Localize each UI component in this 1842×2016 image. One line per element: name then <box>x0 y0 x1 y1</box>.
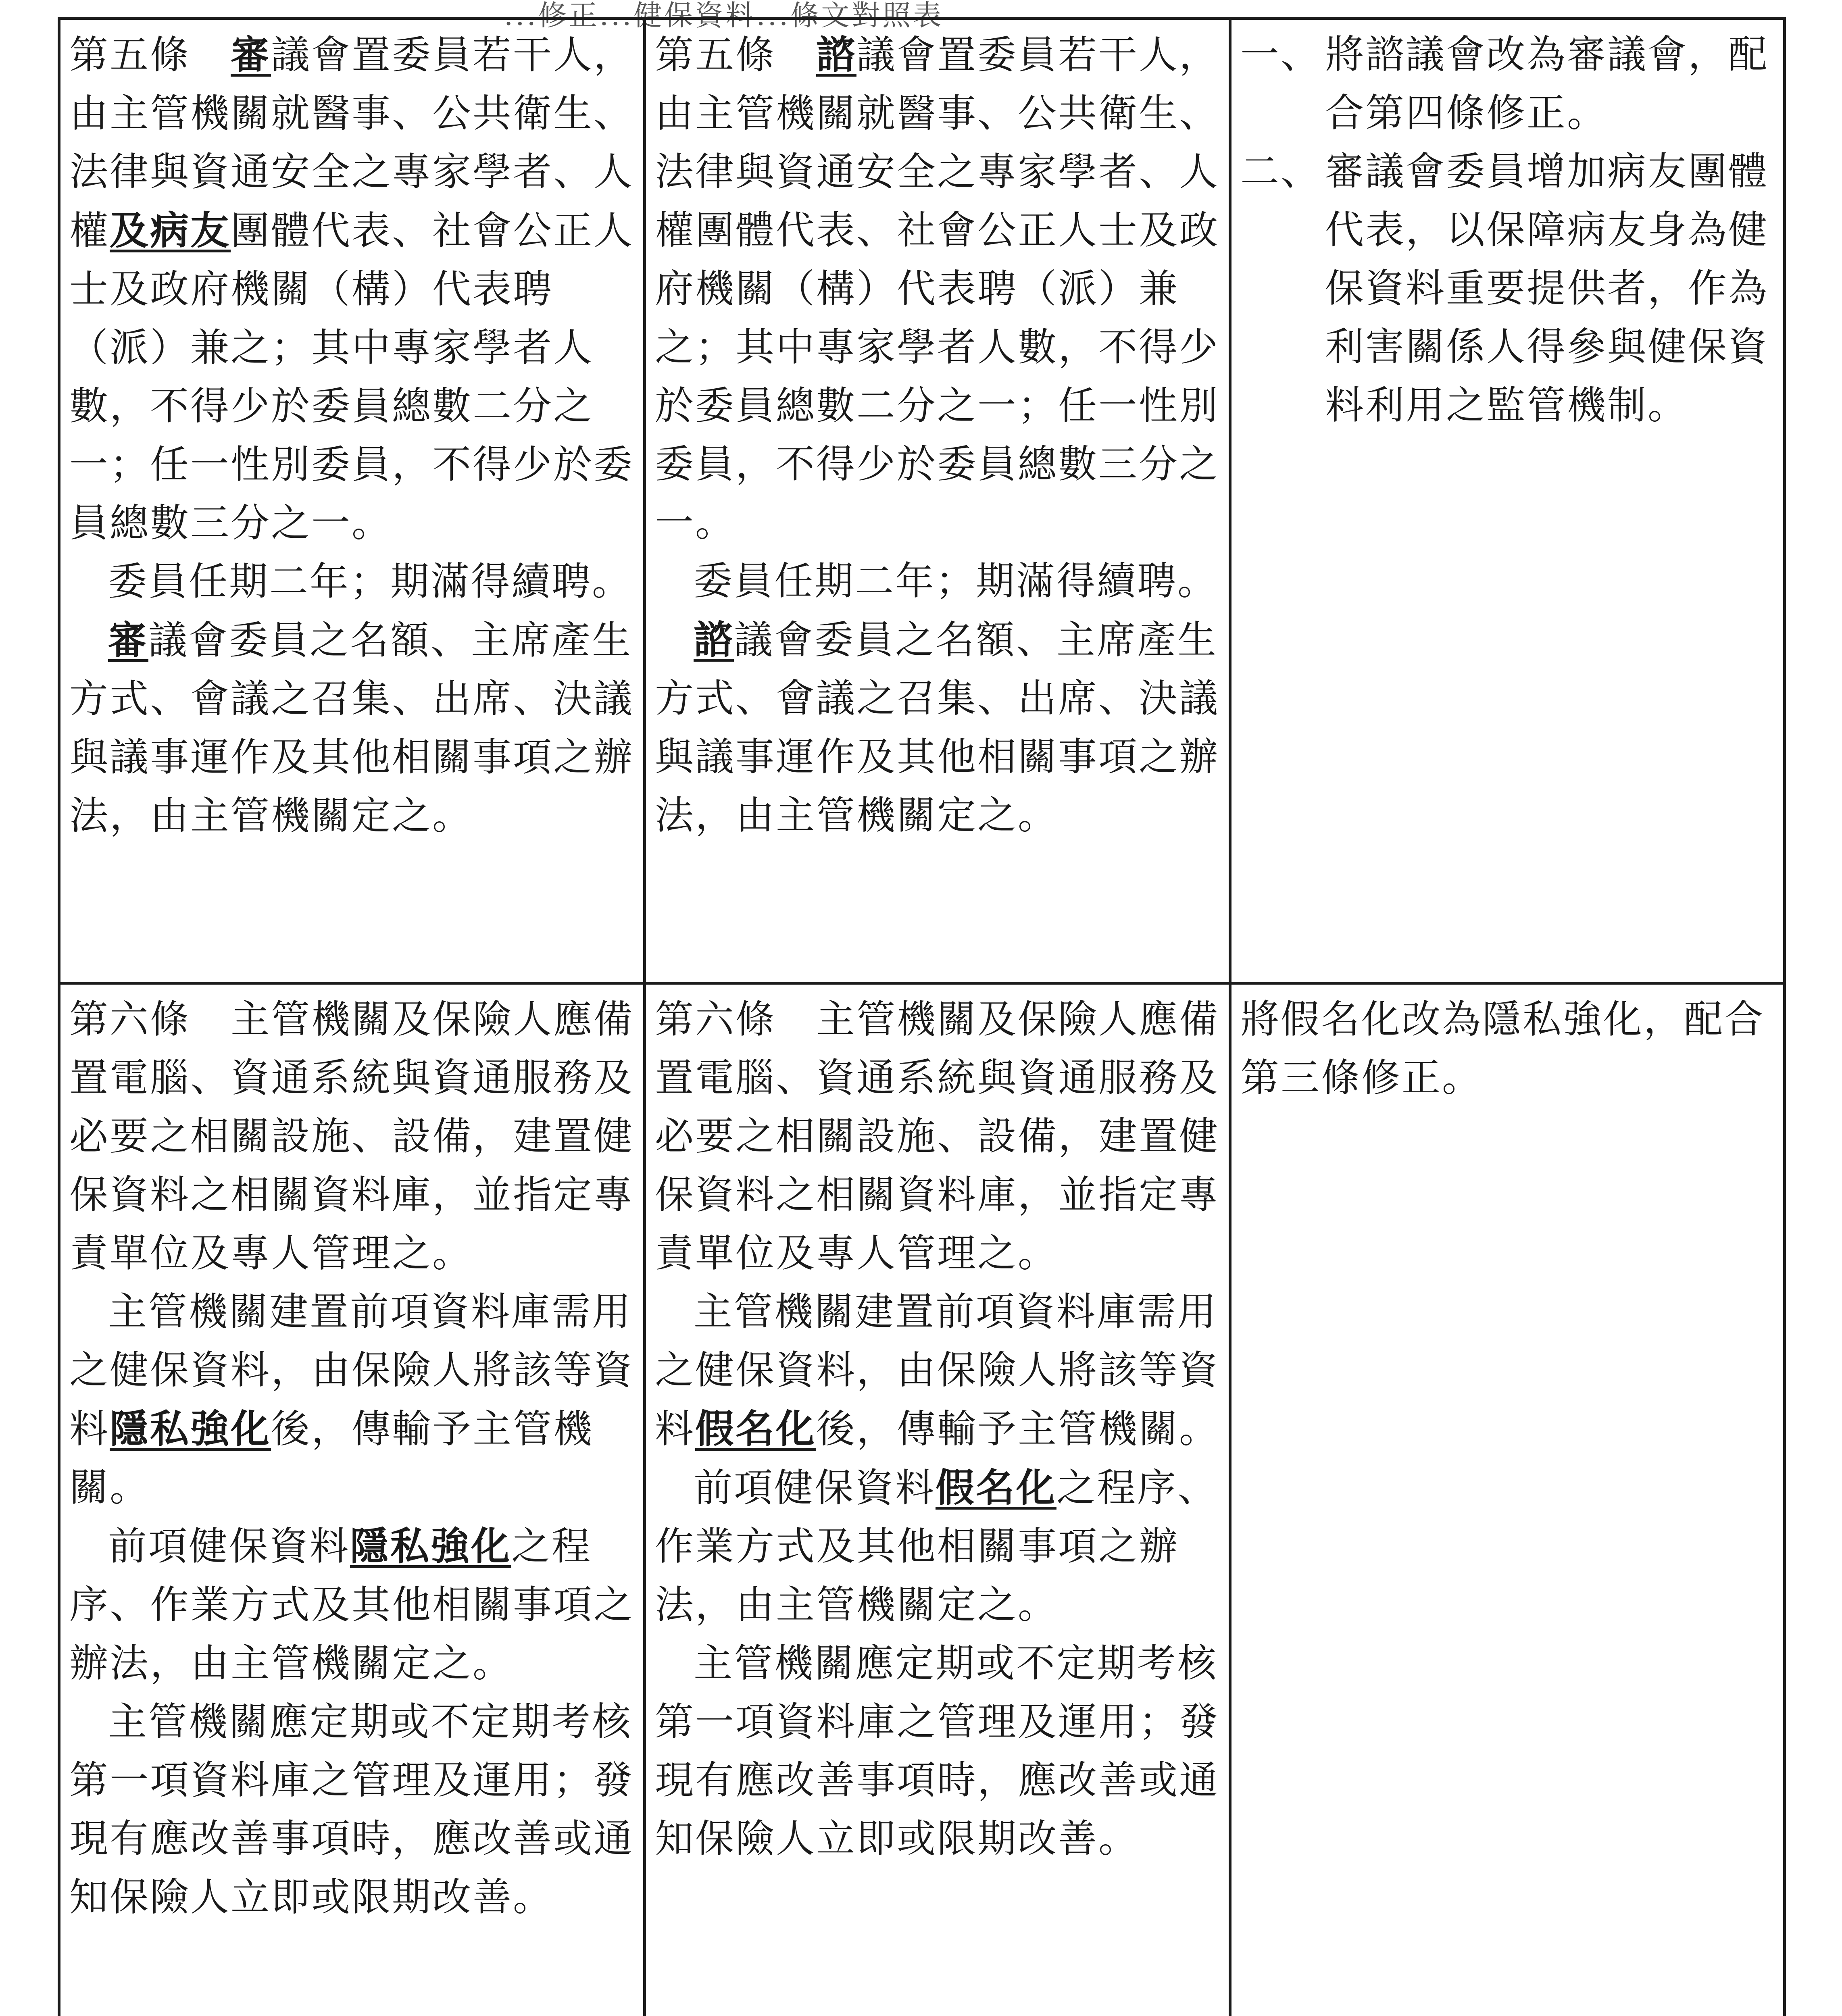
article-text: 議會委員之名額、主席產生方式、會議之召集、出席、決議與議事運作及其他相關事項之辦法，由主管機關定之。 <box>655 617 1219 838</box>
amended-term-highlight: 諮 <box>816 32 856 77</box>
current-article-cell <box>645 983 1230 2016</box>
article-paragraph <box>655 552 1220 610</box>
comparison-table <box>58 17 1786 2016</box>
article-paragraph <box>655 1634 1220 1868</box>
amended-term-highlight: 審 <box>231 32 271 77</box>
article-text: 主管機關建置前項資料庫需用之健保資料，由保險人將該等資料 <box>655 1289 1219 1452</box>
amended-term-highlight: 及病友 <box>110 208 231 253</box>
article-paragraph <box>655 1283 1220 1458</box>
article-text: 團體代表、社會公正人士及政府機關（構）代表聘（派）兼之；其中專家學者人數，不得少於委員總數二分之一；任一性別委員，不得少於委員總數三分之一。 <box>69 208 634 546</box>
article-paragraph <box>69 1517 634 1693</box>
article-paragraph <box>69 552 634 611</box>
article-text: 議會置委員若干人，由主管機關就醫事、公共衛生、法律與資通安全之專家學者、人權 <box>69 32 634 253</box>
article-paragraph <box>655 25 1220 552</box>
article-text: 之程序、作業方式及其他相關事項之辦法，由主管機關定之。 <box>69 1524 634 1686</box>
article-text: 後，傳輸予主管機關。 <box>69 1406 594 1510</box>
article-paragraph <box>69 1693 634 1926</box>
amended-article-cell <box>59 19 645 983</box>
explanation-item <box>1240 990 1774 1107</box>
article-paragraph <box>655 1458 1220 1634</box>
list-marker: 二、 <box>1240 149 1321 194</box>
article-text: 第六條 主管機關及保險人應備置電腦、資通系統與資通服務及必要之相關設施、設備，建置健保資料之相關資料庫，並指定專責單位及專人管理之。 <box>655 997 1219 1276</box>
explanation-cell <box>1230 983 1785 2016</box>
article-text: 後，傳輸予主管機關。 <box>816 1406 1219 1452</box>
amended-article-cell <box>59 983 645 2016</box>
article-text: 之程序、作業方式及其他相關事項之辦法，由主管機關定之。 <box>655 1465 1218 1627</box>
explanation-item <box>1240 142 1774 435</box>
article-text: 主管機關應定期或不定期考核第一項資料庫之管理及運用；發現有應改善事項時，應改善或通知保險人立即或限期改善。 <box>69 1699 634 1920</box>
explanation-text: 審議會委員增加病友團體代表，以保障病友身為健保資料重要提供者，作為利害關係人得參與健保資料利用之監管機制。 <box>1325 149 1769 428</box>
article-text: 委員任期二年；期滿得續聘。 <box>108 559 632 604</box>
article-text: 議會委員之名額、主席產生方式、會議之召集、出席、決議與議事運作及其他相關事項之辦法，由主管機關定之。 <box>69 618 634 838</box>
table-row <box>59 983 1785 2016</box>
article-text: 第五條 <box>655 32 816 77</box>
article-text: 委員任期二年；期滿得續聘。 <box>694 558 1218 604</box>
amended-term-highlight: 假名化 <box>936 1465 1056 1510</box>
amended-term-highlight: 審 <box>108 617 148 663</box>
explanation-cell <box>1230 19 1785 983</box>
table-row <box>59 19 1785 983</box>
current-article-cell <box>645 19 1230 983</box>
article-text: 前項健保資料 <box>108 1524 350 1569</box>
article-text: 前項健保資料 <box>694 1465 936 1510</box>
article-paragraph <box>655 610 1220 845</box>
explanation-text: 將諮議會改為審議會，配合第四條修正。 <box>1325 32 1769 135</box>
amended-term-highlight: 諮 <box>694 617 734 662</box>
article-text: 第六條 主管機關及保險人應備置電腦、資通系統與資通服務及必要之相關設施、設備，建置健保資料之相關資料庫，並指定專責單位及專人管理之。 <box>69 997 634 1276</box>
article-paragraph <box>69 1283 634 1517</box>
article-text: 議會置委員若干人，由主管機關就醫事、公共衛生、法律與資通安全之專家學者、人權團體代表、社會公正人士及政府機關（構）代表聘（派）兼之；其中專家學者人數，不得少於委員總數二分之一；任一性別委員，不得少於委員總數三分之一。 <box>655 32 1219 545</box>
article-paragraph <box>655 990 1220 1283</box>
article-text: 主管機關建置前項資料庫需用之健保資料，由保險人將該等資料 <box>69 1289 634 1452</box>
article-paragraph <box>69 990 634 1283</box>
article-text: 第五條 <box>69 32 231 77</box>
explanation-item <box>1240 25 1774 142</box>
amended-term-highlight: 隱私強化 <box>110 1406 271 1452</box>
page-header-text: ...修正...健保資料...條文對照表 <box>504 0 944 32</box>
amended-term-highlight: 假名化 <box>695 1406 816 1452</box>
explanation-text: 將假名化改為隱私強化，配合第三條修正。 <box>1240 997 1765 1100</box>
article-paragraph <box>69 611 634 845</box>
amended-term-highlight: 隱私強化 <box>350 1523 511 1569</box>
article-text: 主管機關應定期或不定期考核第一項資料庫之管理及運用；發現有應改善事項時，應改善或通知保險人立即或限期改善。 <box>655 1641 1219 1861</box>
list-marker: 一、 <box>1240 32 1321 77</box>
article-paragraph <box>69 25 634 552</box>
